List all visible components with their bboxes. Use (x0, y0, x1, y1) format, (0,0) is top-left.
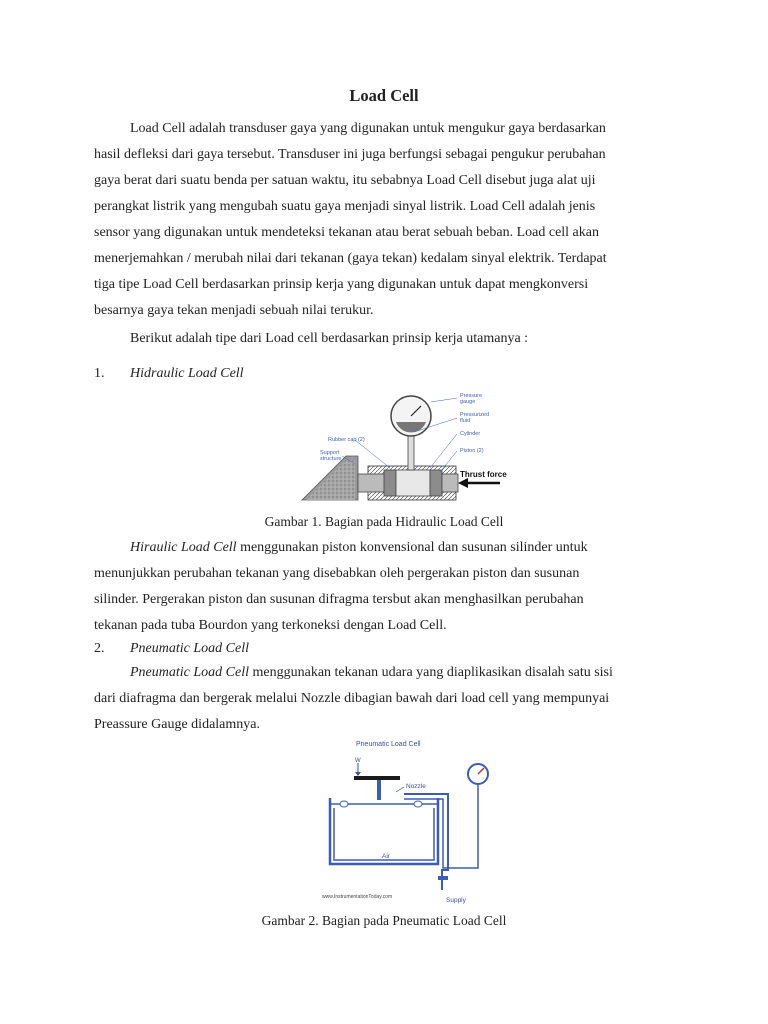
intro-line: hasil defleksi dari gaya tersebut. Transduser ini juga berfungsi sebagai pengukur perubahan (94, 147, 606, 162)
label-pneumatic-title: Pneumatic Load Cell (356, 741, 421, 748)
types-intro: Berikut adalah tipe dari Load cell berdasarkan prinsip kerja utamanya : (130, 331, 529, 346)
label-air: Air (382, 853, 390, 860)
fluid-chamber (396, 470, 430, 496)
gauge-tube (408, 432, 414, 470)
label-support: structure (320, 456, 342, 462)
list-item-pneumatic: 2. Pneumatic Load Cell (94, 641, 249, 656)
right-piston (442, 474, 458, 492)
label-rubber-cap: Rubber cap (2) (328, 437, 365, 443)
intro-line: menerjemahkan / merubah nilai dari tekanan (gaya tekan) kedalam sinyal elektrik. Terdapat (94, 251, 607, 266)
hydraulic-load-cell-figure (300, 388, 520, 504)
document-title: Load Cell (349, 86, 419, 105)
label-fluid: Pressurized (460, 412, 490, 418)
figure-1-caption: Gambar 1. Bagian pada Hidraulic Load Cell (264, 514, 504, 529)
intro-paragraph (94, 116, 674, 324)
label-thrust-force: Thrust force (460, 470, 507, 479)
figure-watermark: www.InstrumentationToday.com (322, 894, 393, 900)
load-plate (354, 776, 400, 780)
hidraulic-paragraph: Hiraulic Load Cell menggunakan piston konvensional dan susunan silinder untuk menunjukkan perubahan tekanan yang disebabkan oleh pergerakan piston dan susunan silinder. Pergerakan piston dan susunan difragma tersbut akan menghasilkan perubahan tekanan pada tuba Bourdon yang terkoneksi dengan Load Cell. (94, 540, 588, 633)
label-fluid: fluid (460, 418, 471, 424)
intro-line: gaya berat dari suatu benda per satuan waktu, itu sebabnya Load Cell disebut juga alat uji (94, 173, 596, 188)
label-piston: Piston (2) (460, 448, 484, 454)
intro-line: Load Cell adalah transduser gaya yang digunakan untuk mengukur gaya berdasarkan (130, 121, 606, 136)
label-nozzle: Nozzle (406, 783, 426, 790)
intro-line: sensor yang digunakan untuk mendeteksi tekanan atau berat sebuah beban. Load cell akan (94, 225, 599, 240)
intro-line: besarnya gaya tekan menjadi sebuah nilai terukur. (94, 303, 374, 318)
label-supply: Supply (446, 897, 466, 904)
intro-line: perangkat listrik yang mengubah suatu gaya menjadi sinyal listrik. Load Cell adalah jenis (94, 199, 596, 214)
label-cylinder: Cylinder (460, 431, 481, 437)
pneumatic-paragraph: Pneumatic Load Cell menggunakan tekanan udara yang diaplikasikan disalah satu sisi dari diafragma dan bergerak melalui Nozzle dibagian bawah dari load cell yang mempunyai Preassure Gauge didalamnya. (94, 665, 613, 732)
label-pressure-gauge: gauge (460, 399, 476, 405)
intro-line: tiga tipe Load Cell berdasarkan prinsip kerja yang digunakan untuk dapat mengkonversi (94, 277, 589, 292)
left-piston (358, 474, 388, 492)
figure-2-caption: Gambar 2. Bagian pada Pneumatic Load Cell (261, 913, 507, 928)
pneumatic-load-cell-figure (318, 736, 498, 908)
label-support: Support (320, 450, 340, 456)
label-w: W (355, 758, 361, 764)
label-pressure-gauge: Pressure (460, 393, 483, 399)
list-item-hidraulic: 1. Hidraulic Load Cell (94, 366, 244, 381)
